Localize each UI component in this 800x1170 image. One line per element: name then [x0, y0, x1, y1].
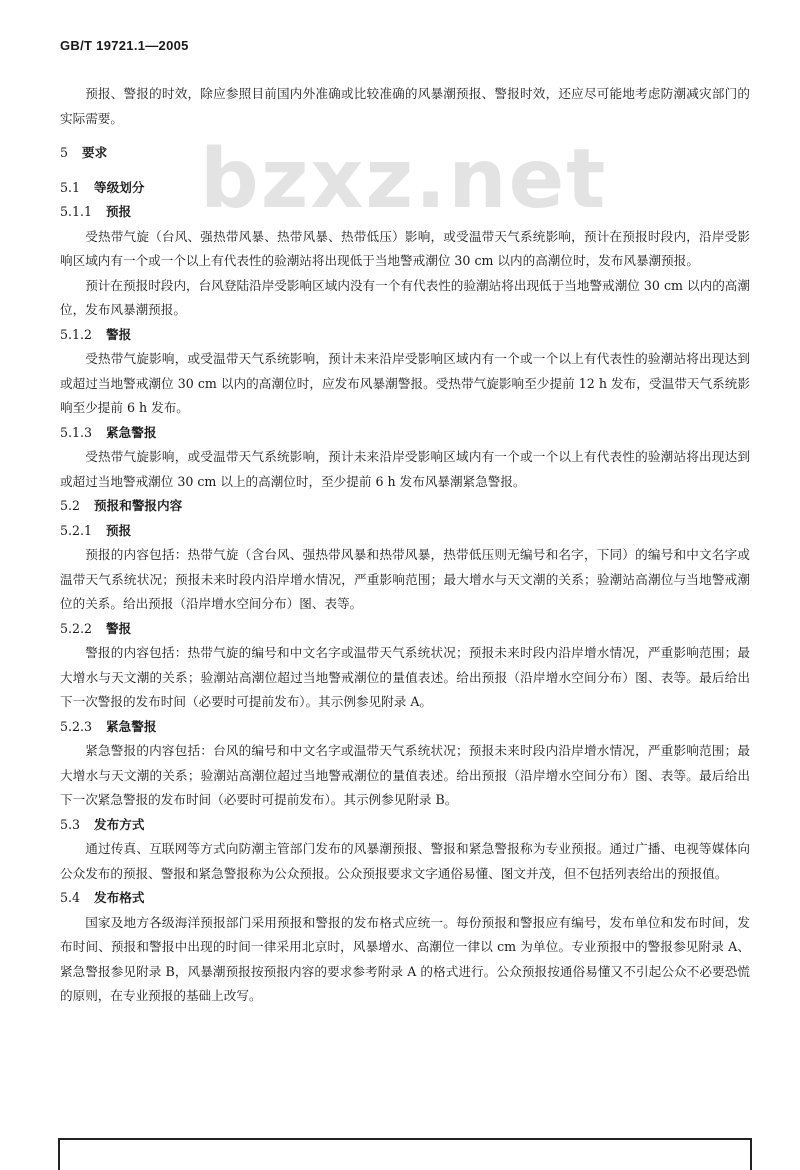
watermark: bzxz.net [200, 132, 608, 227]
section-5-3-heading [60, 813, 750, 838]
section-title: 发布方式 [94, 816, 145, 832]
section-title: 紧急警报 [106, 718, 157, 734]
paragraph: 国家及地方各级海洋预报部门采用预报和警报的发布格式应统一。每份预报和警报应有编号，发布单位和发布时间，发布时间、预报和警报中出现的时间一律采用北京时，风暴增水、高潮位一律以 cm 为单位。专业预报中的警报参见附录 A、紧急警报参见附录 B，风暴潮预报按预报内容的要求参考附录 A 的格式进行。公众预报按通俗易懂又不引起公众不必要恐慌的原则，在专业预报的基础上改写。 [60, 914, 750, 1003]
section-number: 5.2.2 [60, 620, 93, 636]
section-number: 5.1 [60, 179, 81, 195]
section-5-1-heading [60, 176, 750, 201]
section-number: 5.4 [60, 890, 81, 905]
document-body [60, 82, 750, 1009]
section-title: 等级划分 [94, 179, 145, 195]
section-5-1-1-heading [60, 200, 750, 225]
section-title: 警报 [106, 326, 132, 342]
section-title: 发布格式 [94, 890, 145, 905]
section-number: 5.3 [60, 816, 81, 832]
section-number: 5.2.3 [60, 718, 93, 734]
section-title: 预报 [106, 204, 132, 219]
paragraph: 受热带气旋（台风、强热带风暴、热带风暴、热带低压）影响，或受温带天气系统影响，预计在预报时段内，沿岸受影响区域内有一个或一个以上有代表性的验潮站将出现低于当地警戒潮位 30 cm 以内的高潮位时，发布风暴潮预报。 [60, 228, 750, 268]
section-5-1-2-heading [60, 323, 750, 348]
section-5-heading [60, 141, 750, 166]
section-5-2-2-heading [60, 617, 750, 642]
section-number: 5.2 [60, 498, 81, 513]
paragraph: 预报的内容包括：热带气旋（含台风、强热带风暴和热带风暴，热带低压则无编号和名字，下同）的编号和中文名字或温带天气系统状况；预报未来时段内沿岸增水情况，严重影响范围；最大增水与天文潮的关系；验潮站高潮位与当地警戒潮位的关系。给出预报（沿岸增水空间分布）图、表等。 [60, 547, 750, 611]
section-title: 紧急警报 [106, 424, 157, 440]
section-5-4-heading [60, 886, 750, 911]
section-title: 要求 [82, 145, 108, 160]
paragraph: 受热带气旋影响，或受温带天气系统影响，预计未来沿岸受影响区域内有一个或一个以上有代表性的验潮站将出现达到或超过当地警戒潮位 30 cm 以内的高潮位时，应发布风暴潮警报。受热带气旋影响至少提前 12 h 发布，受温带天气系统影响至少提前 6 h 发布。 [60, 351, 750, 415]
paragraph: 预计在预报时段内，台风登陆沿岸受影响区域内没有一个有代表性的验潮站将出现低于当地警戒潮位 30 cm 以内的高潮位，发布风暴潮预报。 [60, 277, 750, 317]
section-number: 5.1.3 [60, 424, 93, 440]
paragraph: 紧急警报的内容包括：台风的编号和中文名字或温带天气系统状况；预报未来时段内沿岸增水情况，严重影响范围；最大增水与天文潮的关系；验潮站高潮位超过当地警戒潮位的量值表述。给出预报（沿岸增水空间分布）图、表等。最后给出下一次紧急警报的发布时间（必要时可提前发布）。其示例参见附录 B。 [60, 743, 750, 807]
section-5-2-3-heading [60, 715, 750, 740]
section-number: 5.1.1 [60, 204, 93, 219]
standard-code: GB/T 19721.1—2005 [60, 38, 189, 53]
paragraph: 警报的内容包括：热带气旋的编号和中文名字或温带天气系统状况；预报未来时段内沿岸增水情况，严重影响范围；最大增水与天文潮的关系；验潮站高潮位超过当地警戒潮位的量值表述。给出预报（沿岸增水空间分布）图、表等。最后给出下一次警报的发布时间（必要时可提前发布）。其示例参见附录 A。 [60, 645, 750, 709]
paragraph: 受热带气旋影响，或受温带天气系统影响，预计未来沿岸受影响区域内有一个或一个以上有代表性的验潮站将出现达到或超过当地警戒潮位 30 cm 以上的高潮位时，至少提前 6 h 发布风暴潮紧急警报。 [60, 449, 750, 489]
section-5-2-heading [60, 494, 750, 519]
paragraph: 通过传真、互联网等方式向防潮主管部门发布的风暴潮预报、警报和紧急警报称为专业预报。通过广播、电视等媒体向公众发布的预报、警报和紧急警报称为公众预报。公众预报要求文字通俗易懂、图文并茂，但不包括列表给出的预报值。 [60, 841, 750, 881]
section-title: 预报 [106, 522, 132, 538]
section-5-1-3-heading [60, 421, 750, 446]
section-number: 5.1.2 [60, 326, 93, 342]
section-title: 警报 [106, 620, 132, 636]
section-number: 5.2.1 [60, 522, 93, 538]
intro-paragraph: 预报、警报的时效，除应参照目前国内外准确或比较准确的风暴潮预报、警报时效，还应尽可能地考虑防潮减灾部门的实际需要。 [60, 86, 750, 126]
page-footer-frame [58, 1138, 752, 1170]
section-number: 5 [60, 145, 69, 160]
section-title: 预报和警报内容 [94, 498, 183, 513]
section-5-2-1-heading [60, 519, 750, 544]
